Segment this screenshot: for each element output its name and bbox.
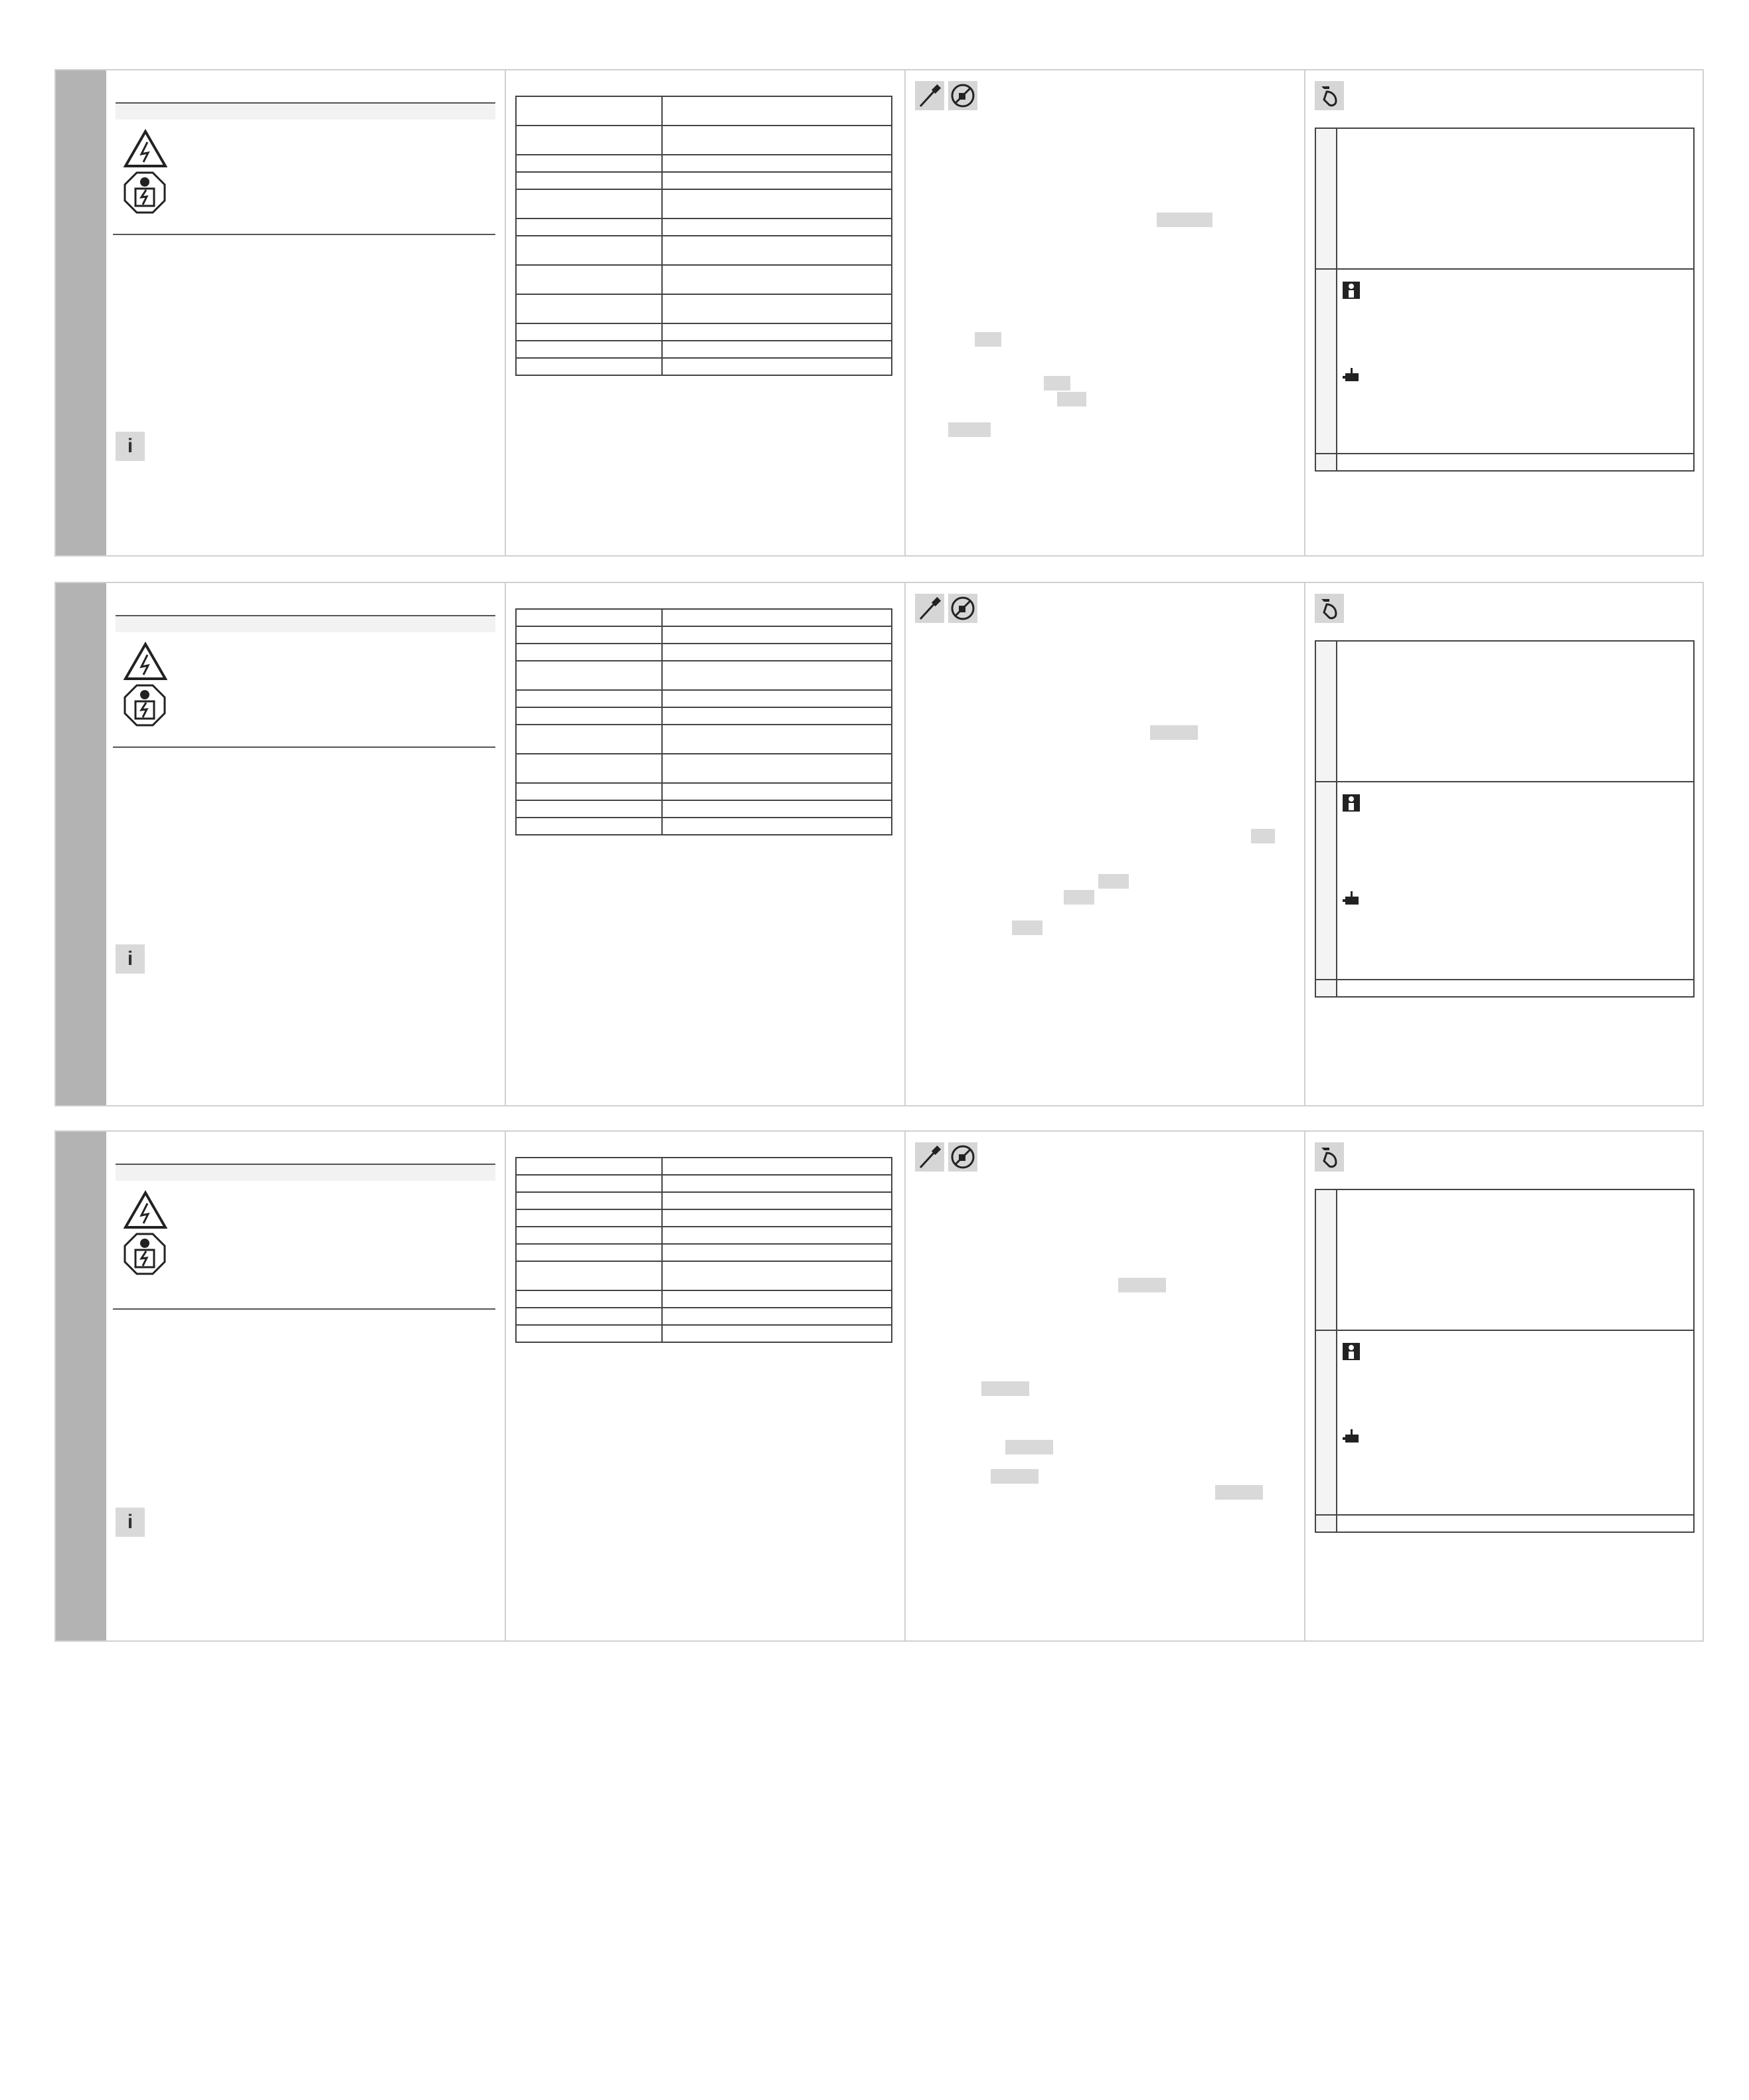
table-row	[516, 155, 892, 172]
table-row	[516, 800, 892, 818]
table-row	[516, 236, 892, 265]
table-row	[1315, 641, 1694, 782]
specification-panel	[505, 70, 904, 555]
specification-panel	[505, 583, 904, 1105]
installation-panel	[904, 583, 1304, 1105]
table-row	[516, 1227, 892, 1244]
qualified-electrician-icon	[124, 171, 166, 214]
table-row	[516, 341, 892, 358]
electrical-warning-triangle-icon	[124, 1190, 167, 1230]
info-panel	[1304, 70, 1705, 555]
table-row	[516, 707, 892, 725]
table-row	[516, 626, 892, 644]
user-info-icon	[1341, 280, 1361, 300]
table-row	[516, 783, 892, 800]
table-row	[516, 358, 892, 375]
highlighted-term	[1215, 1485, 1263, 1500]
installation-panel	[904, 1132, 1304, 1640]
info-icon: i	[116, 1508, 145, 1537]
camera-icon	[1341, 889, 1361, 909]
camera-icon	[1341, 1427, 1361, 1446]
divider-rule	[113, 234, 495, 235]
sheet-sidebar	[56, 583, 106, 1105]
table-row	[516, 644, 892, 661]
info-table	[1315, 1189, 1695, 1533]
user-info-icon	[1341, 793, 1361, 813]
electrical-warning-triangle-icon	[124, 129, 167, 169]
specification-table	[515, 1157, 892, 1343]
table-row	[516, 690, 892, 707]
disconnect-power-icon	[948, 594, 977, 623]
table-row	[516, 1209, 892, 1227]
table-row	[516, 294, 892, 323]
highlighted-term	[1098, 874, 1129, 889]
hand-operation-icon	[1315, 594, 1344, 623]
info-table	[1315, 640, 1695, 998]
table-row	[516, 126, 892, 155]
hand-operation-icon	[1315, 1142, 1344, 1172]
section-heading-bar	[116, 102, 495, 120]
user-info-icon	[1341, 1342, 1361, 1361]
table-row	[516, 725, 892, 754]
table-row	[516, 96, 892, 126]
info-panel	[1304, 583, 1705, 1105]
disconnect-power-icon	[948, 1142, 977, 1172]
highlighted-term	[975, 332, 1001, 347]
table-row	[516, 1192, 892, 1209]
info-icon: i	[116, 432, 145, 461]
highlighted-term	[981, 1381, 1029, 1396]
highlighted-term	[1044, 376, 1070, 391]
highlighted-term	[1150, 725, 1198, 740]
camera-icon	[1341, 365, 1361, 385]
manual-sheet-3	[54, 1130, 1704, 1642]
table-row	[516, 1261, 892, 1290]
table-row	[1315, 454, 1694, 471]
electrical-warning-triangle-icon	[124, 642, 167, 681]
specification-table	[515, 96, 892, 376]
info-panel	[1304, 1132, 1705, 1640]
highlighted-term	[991, 1469, 1039, 1484]
divider-rule	[113, 1308, 495, 1310]
divider-rule	[113, 746, 495, 748]
table-row	[1315, 128, 1694, 269]
table-row	[516, 1175, 892, 1192]
disconnect-power-icon	[948, 81, 977, 110]
table-row	[516, 754, 892, 783]
specification-table	[515, 608, 892, 835]
screwdriver-icon	[915, 81, 944, 110]
qualified-electrician-icon	[124, 684, 166, 727]
table-row	[1315, 1189, 1694, 1330]
installation-panel	[904, 70, 1304, 555]
table-row	[516, 1308, 892, 1325]
hand-operation-icon	[1315, 81, 1344, 110]
manual-sheet-1	[54, 69, 1704, 557]
safety-panel	[106, 70, 505, 555]
table-row	[516, 661, 892, 690]
manual-sheet-2	[54, 582, 1704, 1106]
table-row	[516, 172, 892, 189]
qualified-electrician-icon	[124, 1233, 166, 1275]
specification-panel	[505, 1132, 904, 1640]
sheet-sidebar	[56, 1132, 106, 1640]
highlighted-term	[1012, 920, 1042, 935]
safety-panel	[106, 1132, 505, 1640]
table-row	[516, 219, 892, 236]
table-row	[516, 1325, 892, 1342]
highlighted-term	[1251, 829, 1275, 843]
table-row	[1315, 269, 1694, 454]
table-row	[1315, 1515, 1694, 1532]
screwdriver-icon	[915, 594, 944, 623]
table-row	[1315, 980, 1694, 997]
info-table	[1315, 128, 1695, 472]
table-row	[1315, 1330, 1694, 1515]
highlighted-term	[1118, 1278, 1166, 1292]
highlighted-term	[948, 422, 991, 437]
section-heading-bar	[116, 615, 495, 632]
table-row	[516, 1290, 892, 1308]
highlighted-term	[1005, 1440, 1053, 1454]
table-row	[516, 609, 892, 626]
table-row	[516, 189, 892, 219]
table-row	[516, 1158, 892, 1175]
safety-panel	[106, 583, 505, 1105]
highlighted-term	[1057, 392, 1086, 406]
table-row	[516, 265, 892, 294]
table-row	[516, 818, 892, 835]
highlighted-term	[1064, 890, 1094, 905]
sheet-sidebar	[56, 70, 106, 555]
table-row	[1315, 782, 1694, 980]
table-row	[516, 1244, 892, 1261]
table-row	[516, 323, 892, 341]
screwdriver-icon	[915, 1142, 944, 1172]
section-heading-bar	[116, 1164, 495, 1181]
info-icon: i	[116, 944, 145, 974]
highlighted-term	[1157, 213, 1212, 227]
